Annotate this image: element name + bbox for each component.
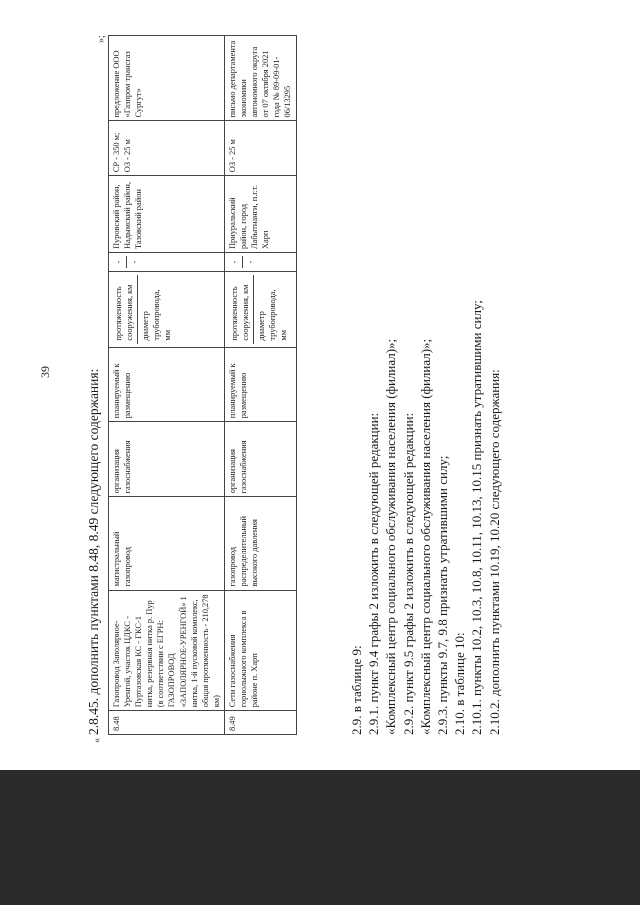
object-basis: письмо департамента экономики автономного округа от 07 октября 2021 года № 89-09-01-06/13295 <box>224 36 296 121</box>
page-number: 39 <box>38 366 52 378</box>
object-name: Сети газоснабжения горнолыжного комплекса в районе п. Харп <box>224 590 296 711</box>
quote-mark-open: « <box>92 738 103 743</box>
amendment-table <box>108 35 297 735</box>
parameter-diameter: диаметр трубопровода, мм <box>141 289 173 341</box>
parameter-length: протяженность сооружения, км <box>111 275 138 344</box>
object-zone: ОЗ - 25 м <box>224 121 296 176</box>
parameter-length-value: - <box>111 256 127 268</box>
object-purpose: организация газоснабжения <box>109 422 225 497</box>
row-number: 8.48 <box>109 711 225 735</box>
row-number: 8.49 <box>224 711 296 735</box>
body-text <box>348 300 503 735</box>
quote-mark-close: »; <box>96 35 107 43</box>
object-basis: предложение ООО «Газпром трансгаз Сургут» <box>109 36 225 121</box>
object-status: планируемый к размещению <box>224 347 296 422</box>
table-row <box>109 36 225 735</box>
object-parameters <box>109 271 225 347</box>
object-parameters <box>224 271 296 347</box>
parameter-values <box>109 253 225 272</box>
paragraph-line: 2.10. в таблице 10: <box>452 632 468 735</box>
object-status: планируемый к размещению <box>109 347 225 422</box>
intro-paragraph: 2.8.45. дополнить пунктами 8.48, 8.49 следующего содержания: <box>86 368 101 735</box>
parameter-values <box>224 253 296 272</box>
paragraph-line: 2.10.2. дополнить пунктами 10.19, 10.20 следующего содержания: <box>486 369 502 735</box>
table-row <box>224 36 296 735</box>
object-type: газопровод распределительный высокого давления <box>224 497 296 590</box>
paragraph-line: 2.10.1. пункты 10.2, 10.3, 10.8, 10.11, 10.13, 10.15 признать утратившими силу; <box>469 300 485 735</box>
parameter-length: протяженность сооружения, км <box>227 275 254 344</box>
object-purpose: организация газоснабжения <box>224 422 296 497</box>
paragraph-line: 2.9.1. пункт 9.4 графы 2 изложить в следующей редакции: <box>366 412 382 735</box>
paragraph-line: 2.9.3. пункты 9.7, 9.8 признать утратившими силу; <box>435 455 451 735</box>
object-location: Приуральский район, город Лабытнанги, п.г.т. Харп <box>224 176 296 253</box>
parameter-diameter-value: - <box>130 260 140 264</box>
parameter-diameter: диаметр трубопровода, мм <box>257 289 289 341</box>
paragraph-line: «Комплексный центр социального обслуживания населения (филиал)»; <box>383 338 399 735</box>
object-location: Пуровский район, Надымский район, Тазовский район <box>109 176 225 253</box>
parameter-length-value: - <box>227 256 243 268</box>
object-type: магистральный газопровод <box>109 497 225 590</box>
paragraph-line: «Комплексный центр социального обслуживания населения (филиал)»; <box>417 338 433 735</box>
object-name: Газопровод Заполярное-Уренгой, участок ЦДКС - Пуртазовская КС - ГКС-1 нитка, резервная нитка р. Пур (в соответствии с ЕГРН: ГАЗОПРОВОД «ЗАПОЛЯРНОЕ-УРЕНГОЙ» 1 нитка, 1-й пусковой комплекс, общая протяженность - 210,278 км) <box>109 590 225 711</box>
parameter-diameter-value: - <box>246 260 256 264</box>
paragraph-line: 2.9.2. пункт 9.5 графы 2 изложить в следующей редакции: <box>400 412 416 735</box>
paragraph-line: 2.9. в таблице 9: <box>349 645 364 735</box>
object-zone: СР - 350 м; ОЗ - 25 м <box>109 121 225 176</box>
